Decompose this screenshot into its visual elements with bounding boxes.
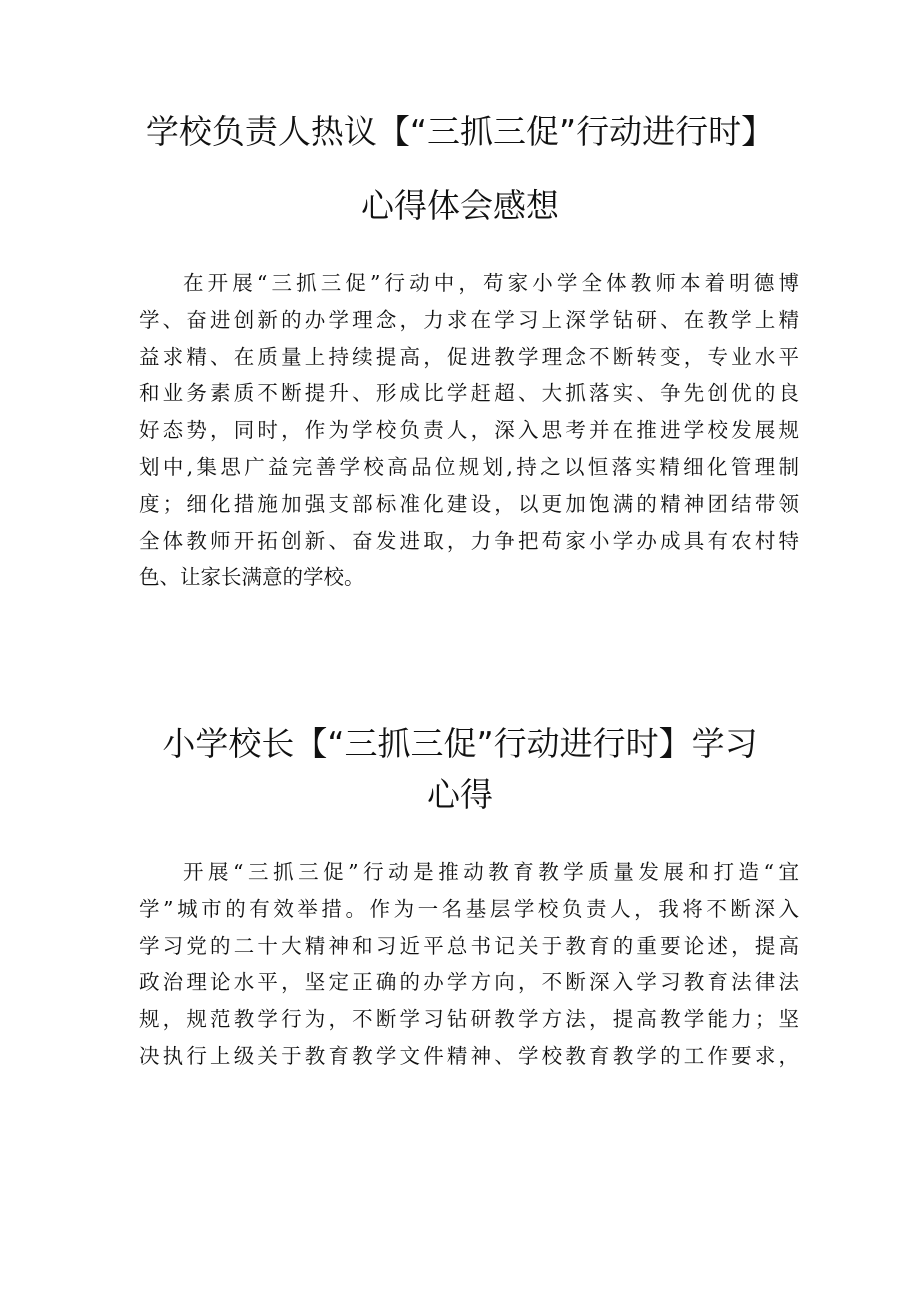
paragraph-line: 全体教师开拓创新、奋发进取，力争把苟家小学办成具有农村特 bbox=[139, 528, 799, 553]
paragraph-line: 政治理论水平，坚定正确的办学方向，不断深入学习教育法律法 bbox=[139, 970, 799, 995]
paragraph-line: 色、让家长满意的学校。 bbox=[139, 565, 365, 590]
paragraph-line: 学、奋进创新的办学理念，力求在学习上深学钻研、在教学上精 bbox=[139, 307, 799, 332]
paragraph-line: 好态势，同时，作为学校负责人，深入思考并在推进学校发展规 bbox=[139, 418, 799, 443]
paragraph-line: 开展“三抓三促”行动是推动教育教学质量发展和打造“宜 bbox=[183, 860, 799, 884]
paragraph-line: 度；细化措施加强支部标准化建设，以更加饱满的精神团结带领 bbox=[139, 491, 799, 516]
paragraph-line: 划中,集思广益完善学校高品位规划,持之以恒落实精细化管理制 bbox=[139, 454, 799, 479]
paragraph-line: 规，规范教学行为，不断学习钻研教学方法，提高教学能力；坚 bbox=[139, 1007, 799, 1032]
paragraph-line: 学”城市的有效举措。作为一名基层学校负责人，我将不断深入 bbox=[139, 896, 799, 921]
paragraph-line: 在开展“三抓三促”行动中，苟家小学全体教师本着明德博 bbox=[183, 271, 799, 295]
paragraph-line: 决执行上级关于教育教学文件精神、学校教育教学的工作要求， bbox=[139, 1043, 799, 1068]
section1-title-line2: 心得体会感想 bbox=[361, 186, 559, 225]
section2-title-line1: 小学校长【“三抓三促”行动进行时】学习 bbox=[162, 724, 758, 763]
section2-paragraph bbox=[139, 854, 799, 1075]
section2-title-line2: 心得 bbox=[427, 775, 493, 814]
section1-paragraph bbox=[139, 265, 799, 596]
paragraph-line: 益求精、在质量上持续提高，促进教学理念不断转变，专业水平 bbox=[139, 344, 799, 369]
section1-title-line1: 学校负责人热议【“三抓三促”行动进行时】 bbox=[145, 112, 775, 151]
paragraph-line: 学习党的二十大精神和习近平总书记关于教育的重要论述，提高 bbox=[139, 933, 799, 958]
paragraph-line: 和业务素质不断提升、形成比学赶超、大抓落实、争先创优的良 bbox=[139, 381, 799, 406]
